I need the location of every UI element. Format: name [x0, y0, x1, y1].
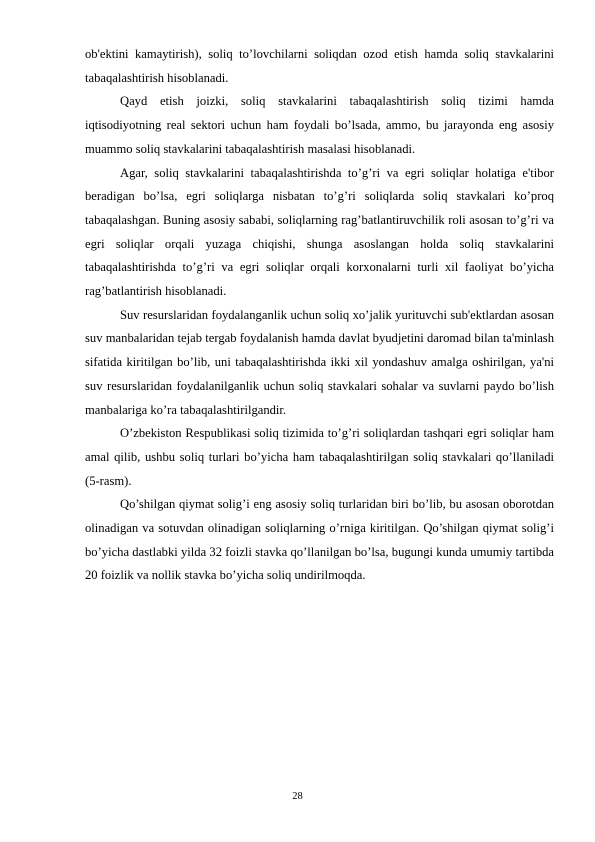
page-number: 28 — [292, 791, 303, 802]
paragraph-direct-indirect-taxes: Agar, soliq stavkalarini tabaqalashtirishda to’g’ri va egri soliqlar holatiga e'tibor beradigan bo’lsa, egri soliqlarga nisbatan to’g’ri soliqlarda soliq stavkalari ko’proq tabaqalashgan. Buning asosiy sababi, soliqlarning rag’batlantiruvchilik roli asosan to’g’ri va egri soliqlar orqali yuzaga chiqishi, shunga asoslangan holda soliq stavkalarini tabaqalashtirishda to’g’ri va egri soliqlar orqali korxonalarni turli xil faoliyat bo’yicha rag’batlantirish hisoblanadi. — [85, 165, 554, 299]
paragraph-continuation: ob'ektini kamaytirish), soliq to’lovchilarni soliqdan ozod etish hamda soliq stavkalarini tabaqalashtirish hisoblanadi. — [85, 47, 554, 85]
paragraph-uzbekistan-tax-system: O’zbekiston Respublikasi soliq tizimida to’g’ri soliqlardan tashqari egri soliqlar ham amal qilib, ushbu soliq turlari bo’yicha ham tabaqalashtirilgan soliq stavkalari qo’llaniladi (5-rasm). — [85, 426, 554, 488]
paragraph-value-added-tax: Qo’shilgan qiymat solig’i eng asosiy soliq turlaridan biri bo’lib, bu asosan oborotdan olinadigan va sotuvdan olinadigan soliqlarning o’rniga kiritilgan. Qo’shilgan qiymat solig’i bo’yicha dastlabki yilda 32 foizli stavka qo’llanilgan bo’lsa, bugungi kunda umumiy tartibda 20 foizlik va nollik stavka bo’yicha soliq undirilmoqda. — [85, 497, 554, 583]
paragraph-water-resources-tax: Suv resurslaridan foydalanganlik uchun soliq xo’jalik yurituvchi sub'ektlardan asosan suv manbalaridan tejab tergab foydalanish hamda davlat byudjetini daromad bilan ta'minlash sifatida kiritilgan bo’lib, uni tabaqalashtirishda ikki xil yondashuv amalga oshirilgan, ya'ni suv resurslaridan foydalanilganlik uchun soliq stavkalari sohalar va suvlarni paydo bo’lish manbalariga ko’ra tabaqalashtirilgandir. — [85, 307, 554, 417]
page-body — [85, 43, 554, 588]
paragraph-tax-rate-differentiation: Qayd etish joizki, soliq stavkalarini tabaqalashtirish soliq tizimi hamda iqtisodiyotning real sektori uchun ham foydali bo’lsada, ammo, bu jarayonda eng asosiy muammo soliq stavkalarini tabaqalashtirish masalasi hisoblanadi. — [85, 94, 554, 156]
